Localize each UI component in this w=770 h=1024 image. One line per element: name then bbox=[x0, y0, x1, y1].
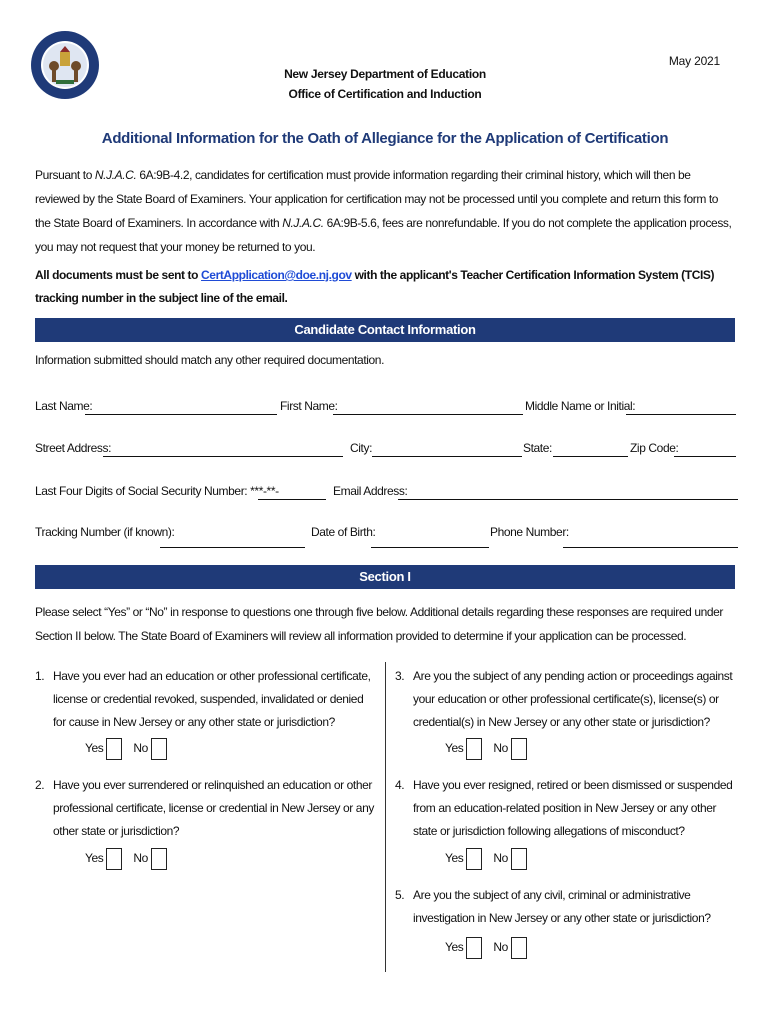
question-5-yes-checkbox[interactable] bbox=[466, 937, 482, 959]
office-name: Office of Certification and Induction bbox=[288, 87, 482, 101]
first-name-field[interactable] bbox=[333, 400, 523, 415]
question-1-no-checkbox[interactable] bbox=[151, 738, 167, 760]
phone-number-label: Phone Number: bbox=[490, 525, 569, 539]
header-organization bbox=[250, 64, 520, 104]
question-3-yes-checkbox[interactable] bbox=[466, 738, 482, 760]
middle-name-field[interactable] bbox=[626, 400, 736, 415]
section-1-header: Section I bbox=[35, 565, 735, 589]
intro-paragraph: Pursuant to N.J.A.C. 6A:9B-4.2, candidates for certification must provide information regarding their criminal history, which will then be reviewed by the State Board of Examiners. Your application for certification may not be processed until you complete and return this form to the State Board of Examiners. In accordance with N.J.A.C. 6A:9B-5.6, fees are nonrefundable. If you do not complete the application process, you may not request that your money be returned to you. bbox=[35, 168, 732, 254]
question-1-text: Have you ever had an education or other professional certificate, license or credential revoked, suspended, invalidated or denied for cause in New Jersey or any other state or jurisdiction? bbox=[53, 669, 371, 729]
last-name-label: Last Name: bbox=[35, 399, 93, 413]
question-2-no-checkbox[interactable] bbox=[151, 848, 167, 870]
zip-code-label: Zip Code: bbox=[630, 441, 679, 455]
question-5: 5. Are you the subject of any civil, criminal or administrative investigation in New Jersey or any other state or jurisdiction? bbox=[395, 884, 740, 930]
question-3-no-checkbox[interactable] bbox=[511, 738, 527, 760]
question-5-text: Are you the subject of any civil, criminal or administrative investigation in New Jersey or any other state or jurisdiction? bbox=[413, 888, 711, 925]
form-title: Additional Information for the Oath of Allegiance for the Application of Certification bbox=[101, 130, 669, 147]
date-of-birth-label: Date of Birth: bbox=[311, 525, 376, 539]
first-name-label: First Name: bbox=[280, 399, 338, 413]
phone-number-field[interactable] bbox=[563, 533, 738, 548]
section-1-instructions: Please select “Yes” or “No” in response to questions one through five below. Additional details regarding these responses are required under Section II below. The State Board of Examiners will review all information provided to determine if your application can be processed. bbox=[35, 605, 724, 643]
street-address-field[interactable] bbox=[103, 442, 343, 457]
department-name: New Jersey Department of Education bbox=[284, 67, 486, 81]
question-5-no-checkbox[interactable] bbox=[511, 937, 527, 959]
email-address-field[interactable] bbox=[398, 485, 738, 500]
email-link[interactable]: CertApplication@doe.nj.gov bbox=[201, 268, 352, 282]
tracking-number-field[interactable] bbox=[160, 533, 305, 548]
ssn-label: Last Four Digits of Social Security Number: ***-**- bbox=[35, 484, 279, 498]
question-1: 1. Have you ever had an education or other professional certificate, license or credential revoked, suspended, invalidated or denied for cause in New Jersey or any other state or jurisdiction? bbox=[35, 665, 375, 734]
city-field[interactable] bbox=[372, 442, 522, 457]
question-1-answers: Yes No bbox=[85, 738, 167, 760]
state-label: State: bbox=[523, 441, 552, 455]
contact-note: Information submitted should match any other required documentation. bbox=[35, 353, 385, 367]
email-address-label: Email Address: bbox=[333, 484, 408, 498]
question-2-yes-checkbox[interactable] bbox=[106, 848, 122, 870]
street-address-label: Street Address: bbox=[35, 441, 112, 455]
question-3-answers: Yes No bbox=[445, 738, 527, 760]
question-3-text: Are you the subject of any pending action or proceedings against your education or other professional certificate(s), license(s) or credential(s) in New Jersey or any other state or jurisdiction? bbox=[413, 669, 733, 729]
question-2: 2. Have you ever surrendered or relinquished an education or other professional certificate, license or credential in New Jersey or any other state or jurisdiction? bbox=[35, 774, 375, 843]
question-1-yes-checkbox[interactable] bbox=[106, 738, 122, 760]
question-4: 4. Have you ever resigned, retired or been dismissed or suspended from an education-related position in New Jersey or any other state or jurisdiction following allegations of misconduct? bbox=[395, 774, 740, 843]
zip-code-field[interactable] bbox=[674, 442, 736, 457]
submission-instructions: All documents must be sent to CertApplication@doe.nj.gov with the applicant's Teacher Certification Information System (TCIS) tracking number in the subject line of the email. bbox=[35, 268, 715, 305]
question-2-answers: Yes No bbox=[85, 848, 167, 870]
date-of-birth-field[interactable] bbox=[371, 533, 489, 548]
question-4-no-checkbox[interactable] bbox=[511, 848, 527, 870]
question-4-text: Have you ever resigned, retired or been dismissed or suspended from an education-related position in New Jersey or any other state or jurisdiction following allegations of misconduct? bbox=[413, 778, 733, 838]
middle-name-label: Middle Name or Initial: bbox=[525, 399, 636, 413]
question-4-answers: Yes No bbox=[445, 848, 527, 870]
city-label: City: bbox=[350, 441, 373, 455]
question-5-answers: Yes No bbox=[445, 937, 527, 959]
tracking-number-label: Tracking Number (if known): bbox=[35, 525, 175, 539]
question-2-text: Have you ever surrendered or relinquished an education or other professional certificate, license or credential in New Jersey or any other state or jurisdiction? bbox=[53, 778, 374, 838]
last-name-field[interactable] bbox=[85, 400, 277, 415]
question-3: 3. Are you the subject of any pending action or proceedings against your education or other professional certificate(s), license(s) or credential(s) in New Jersey or any other state or jurisdiction? bbox=[395, 665, 740, 734]
state-field[interactable] bbox=[553, 442, 628, 457]
column-divider bbox=[385, 662, 386, 972]
nj-state-seal bbox=[30, 30, 100, 100]
contact-section-header: Candidate Contact Information bbox=[35, 318, 735, 342]
form-date: May 2021 bbox=[668, 54, 720, 68]
ssn-field[interactable] bbox=[258, 485, 326, 500]
question-4-yes-checkbox[interactable] bbox=[466, 848, 482, 870]
